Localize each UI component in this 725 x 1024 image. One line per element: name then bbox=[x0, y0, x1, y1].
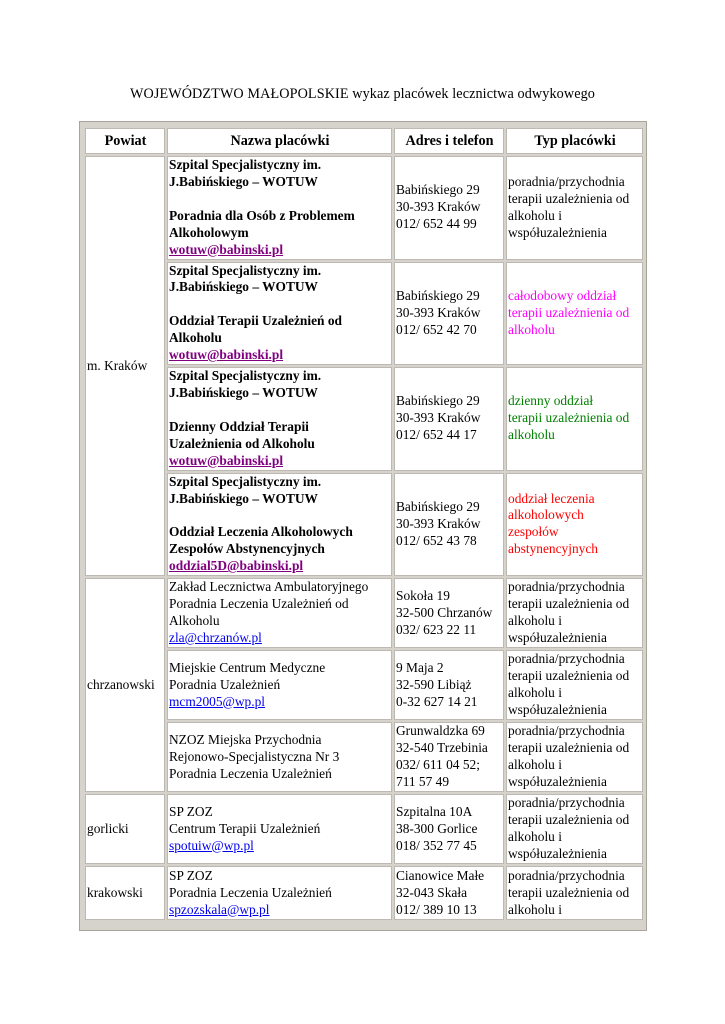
email-link[interactable]: wotuw@babinski.pl bbox=[169, 241, 284, 257]
type-line: alkoholu i bbox=[508, 613, 562, 629]
address-line: 012/ 389 10 13 bbox=[396, 901, 477, 917]
powiat-cell: m. Kraków bbox=[85, 156, 165, 576]
facility-name-cell bbox=[167, 367, 392, 471]
table-header-row bbox=[85, 128, 643, 154]
address-street: Babińskiego 29 bbox=[396, 182, 480, 198]
type-cell bbox=[506, 866, 643, 920]
type-line: alkoholu i bbox=[508, 901, 562, 917]
type-line: alkoholu i bbox=[508, 757, 562, 773]
facility-name-line: Poradnia Leczenia Uzależnień od bbox=[169, 596, 349, 612]
type-line: terapii uzależnienia od bbox=[508, 884, 630, 900]
facility-name-cell bbox=[167, 473, 392, 577]
facility-name-line: J.Babińskiego – WOTUW bbox=[169, 279, 318, 295]
facility-name-line: Poradnia Uzależnień bbox=[169, 676, 281, 692]
facility-name-line: Centrum Terapii Uzależnień bbox=[169, 820, 321, 836]
address-phone: 012/ 652 43 78 bbox=[396, 532, 477, 548]
facility-name-line: Poradnia Leczenia Uzależnień bbox=[169, 765, 332, 781]
address-city: 30-393 Kraków bbox=[396, 304, 481, 320]
address-line: 711 57 49 bbox=[396, 774, 450, 790]
type-line: poradnia/przychodnia bbox=[508, 795, 625, 811]
powiat-cell: chrzanowski bbox=[85, 578, 165, 792]
address-line: 018/ 352 77 45 bbox=[396, 837, 477, 853]
type-line: alkoholu bbox=[508, 321, 555, 337]
facility-name-cell bbox=[167, 866, 392, 920]
address-cell bbox=[394, 650, 504, 720]
type-line: alkoholu bbox=[508, 427, 555, 443]
address-line: Szpitalna 10A bbox=[396, 803, 473, 819]
facility-name-cell bbox=[167, 650, 392, 720]
type-line: poradnia/przychodnia bbox=[508, 723, 625, 739]
table-row bbox=[85, 156, 643, 260]
table-row bbox=[85, 473, 643, 577]
facility-name-line: Zakład Lecznictwa Ambulatoryjnego bbox=[169, 579, 369, 595]
table-row bbox=[85, 262, 643, 366]
address-line: 32-500 Chrzanów bbox=[396, 604, 493, 620]
type-line: współuzależnienia bbox=[508, 846, 607, 862]
facility-name-line: SP ZOZ bbox=[169, 867, 213, 883]
address-line: Grunwaldzka 69 bbox=[396, 723, 485, 739]
address-cell bbox=[394, 722, 504, 792]
type-line: terapii uzależnienia od bbox=[508, 740, 630, 756]
address-line: Cianowice Małe bbox=[396, 867, 485, 883]
address-line: 32-043 Skała bbox=[396, 884, 468, 900]
email-link[interactable]: oddzial5D@babinski.pl bbox=[169, 558, 304, 574]
address-cell bbox=[394, 367, 504, 471]
facility-name-line: J.Babińskiego – WOTUW bbox=[169, 173, 318, 189]
facility-unit-line: Uzależnienia od Alkoholu bbox=[169, 435, 315, 451]
type-line: alkoholowych bbox=[508, 507, 584, 523]
type-cell bbox=[506, 367, 643, 471]
facility-unit-line: Dzienny Oddział Terapii bbox=[169, 418, 309, 434]
type-line: terapii uzależnienia od bbox=[508, 812, 630, 828]
type-line: współuzależnienia bbox=[508, 774, 607, 790]
facility-name-line: Szpital Specjalistyczny im. bbox=[169, 262, 322, 278]
type-cell bbox=[506, 794, 643, 864]
address-cell bbox=[394, 578, 504, 648]
facility-name-cell bbox=[167, 722, 392, 792]
table-row bbox=[85, 794, 643, 864]
facility-unit-line: Alkoholu bbox=[169, 330, 222, 346]
table-row bbox=[85, 578, 643, 648]
address-cell bbox=[394, 473, 504, 577]
facility-name-cell bbox=[167, 578, 392, 648]
facility-name-line: Szpital Specjalistyczny im. bbox=[169, 157, 322, 172]
facility-name-cell bbox=[167, 794, 392, 864]
email-link[interactable]: spotuiw@wp.pl bbox=[169, 837, 254, 853]
email-link[interactable]: spzozskala@wp.pl bbox=[169, 901, 270, 917]
type-line: terapii uzależnienia od bbox=[508, 304, 630, 320]
facility-unit-line: Oddział Terapii Uzależnień od bbox=[169, 313, 342, 329]
address-line: Sokoła 19 bbox=[396, 587, 450, 603]
address-line: 9 Maja 2 bbox=[396, 659, 444, 675]
facility-name-line: Rejonowo-Specjalistyczna Nr 3 bbox=[169, 748, 340, 764]
type-line: alkoholu i bbox=[508, 207, 562, 223]
type-line: poradnia/przychodnia bbox=[508, 173, 625, 189]
type-cell bbox=[506, 722, 643, 792]
type-line: terapii uzależnienia od bbox=[508, 410, 630, 426]
table-row bbox=[85, 866, 643, 920]
address-street: Babińskiego 29 bbox=[396, 287, 480, 303]
type-line: współuzależnienia bbox=[508, 702, 607, 718]
table-row bbox=[85, 367, 643, 471]
header-typ: Typ placówki bbox=[506, 128, 643, 154]
type-cell bbox=[506, 473, 643, 577]
type-line: alkoholu i bbox=[508, 829, 562, 845]
email-link[interactable]: wotuw@babinski.pl bbox=[169, 347, 284, 363]
address-line: 32-590 Libiąż bbox=[396, 676, 472, 692]
facility-unit-line: Alkoholowym bbox=[169, 224, 249, 240]
type-line: poradnia/przychodnia bbox=[508, 651, 625, 667]
type-cell bbox=[506, 578, 643, 648]
type-line: współuzależnienia bbox=[508, 224, 607, 240]
header-powiat: Powiat bbox=[85, 128, 165, 154]
type-line: współuzależnienia bbox=[508, 630, 607, 646]
powiat-cell: gorlicki bbox=[85, 794, 165, 864]
address-city: 30-393 Kraków bbox=[396, 199, 481, 215]
address-phone: 012/ 652 44 99 bbox=[396, 216, 477, 232]
address-line: 032/ 623 22 11 bbox=[396, 621, 477, 637]
email-link[interactable]: mcm2005@wp.pl bbox=[169, 693, 266, 709]
header-adres: Adres i telefon bbox=[394, 128, 504, 154]
email-link[interactable]: zla@chrzanów.pl bbox=[169, 630, 262, 646]
type-line: całodobowy oddział bbox=[508, 287, 617, 303]
facility-name-cell bbox=[167, 156, 392, 260]
address-phone: 012/ 652 42 70 bbox=[396, 321, 477, 337]
facility-name-line: SP ZOZ bbox=[169, 803, 213, 819]
type-cell bbox=[506, 156, 643, 260]
table-row bbox=[85, 722, 643, 792]
address-street: Babińskiego 29 bbox=[396, 393, 480, 409]
type-cell bbox=[506, 650, 643, 720]
address-city: 30-393 Kraków bbox=[396, 410, 481, 426]
type-line: zespołów bbox=[508, 524, 559, 540]
type-line: oddział leczenia bbox=[508, 490, 595, 506]
facility-name-line: Poradnia Leczenia Uzależnień bbox=[169, 884, 332, 900]
powiat-cell: krakowski bbox=[85, 866, 165, 920]
type-line: poradnia/przychodnia bbox=[508, 867, 625, 883]
facility-name-line: J.Babińskiego – WOTUW bbox=[169, 490, 318, 506]
facility-unit-line: Oddział Leczenia Alkoholowych bbox=[169, 524, 353, 540]
type-line: poradnia/przychodnia bbox=[508, 579, 625, 595]
facility-name-line: J.Babińskiego – WOTUW bbox=[169, 384, 318, 400]
address-cell bbox=[394, 156, 504, 260]
document-title: WOJEWÓDZTWO MAŁOPOLSKIE wykaz placówek lecznictwa odwykowego bbox=[130, 86, 595, 102]
address-line: 38-300 Gorlice bbox=[396, 820, 478, 836]
facility-name-line: Szpital Specjalistyczny im. bbox=[169, 473, 322, 489]
table-row bbox=[85, 650, 643, 720]
address-cell bbox=[394, 866, 504, 920]
facilities-table bbox=[83, 126, 645, 922]
type-cell bbox=[506, 262, 643, 366]
facility-unit-line: Poradnia dla Osób z Problemem bbox=[169, 207, 355, 223]
address-street: Babińskiego 29 bbox=[396, 499, 480, 514]
address-cell bbox=[394, 794, 504, 864]
address-phone: 012/ 652 44 17 bbox=[396, 427, 477, 443]
facility-name-line: NZOZ Miejska Przychodnia bbox=[169, 731, 322, 747]
type-line: abstynencyjnych bbox=[508, 541, 598, 557]
facility-name-line: Alkoholu bbox=[169, 613, 220, 629]
type-line: terapii uzależnienia od bbox=[508, 596, 630, 612]
facility-name-line: Szpital Specjalistyczny im. bbox=[169, 368, 322, 384]
facility-name-line: Miejskie Centrum Medyczne bbox=[169, 659, 326, 675]
type-line: terapii uzależnienia od bbox=[508, 190, 630, 206]
address-line: 032/ 611 04 52; bbox=[396, 757, 480, 773]
header-nazwa: Nazwa placówki bbox=[167, 128, 392, 154]
address-line: 0-32 627 14 21 bbox=[396, 693, 478, 709]
type-line: dzienny oddział bbox=[508, 393, 594, 409]
facility-unit-line: Zespołów Abstynencyjnych bbox=[169, 541, 325, 557]
address-line: 32-540 Trzebinia bbox=[396, 740, 488, 756]
address-city: 30-393 Kraków bbox=[396, 515, 481, 531]
type-line: alkoholu i bbox=[508, 685, 562, 701]
address-cell bbox=[394, 262, 504, 366]
type-line: terapii uzależnienia od bbox=[508, 668, 630, 684]
email-link[interactable]: wotuw@babinski.pl bbox=[169, 452, 284, 468]
facility-name-cell bbox=[167, 262, 392, 366]
